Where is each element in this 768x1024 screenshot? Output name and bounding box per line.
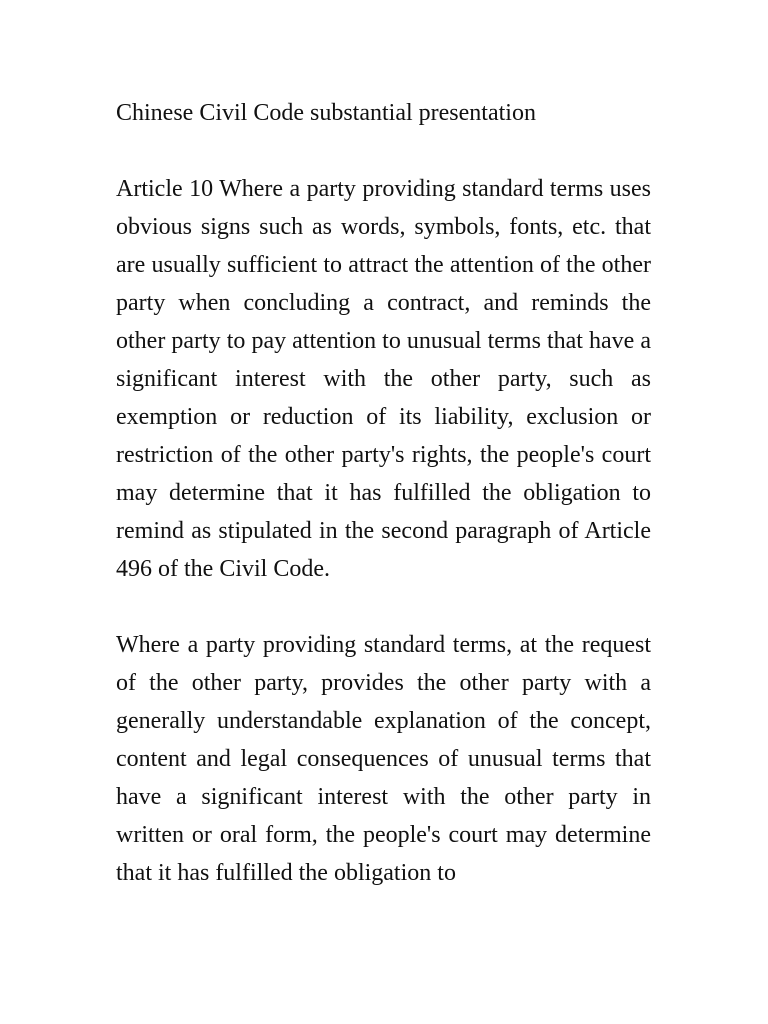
article-10-paragraph: Article 10 Where a party providing standard terms uses obvious signs such as words, symbols, fonts, etc. that are usually sufficient to attract the attention of the other party when concluding a contract, and reminds the other party to pay attention to unusual terms that have a significant interest with the other party, such as exemption or reduction of its liability, exclusion or restriction of the other party's rights, the people's court may determine that it has fulfilled the obligation to remind as stipulated in the second paragraph of Article 496 of the Civil Code. [116,176,651,582]
document-page [116,94,651,930]
document-title: Chinese Civil Code substantial presentation [116,100,536,126]
explanation-paragraph: Where a party providing standard terms, at the request of the other party, provides the other party with a generally understandable explanation of the concept, content and legal consequences of unusual terms that have a significant interest with the other party in written or oral form, the people's court may determine that it has fulfilled the obligation to [116,632,651,886]
